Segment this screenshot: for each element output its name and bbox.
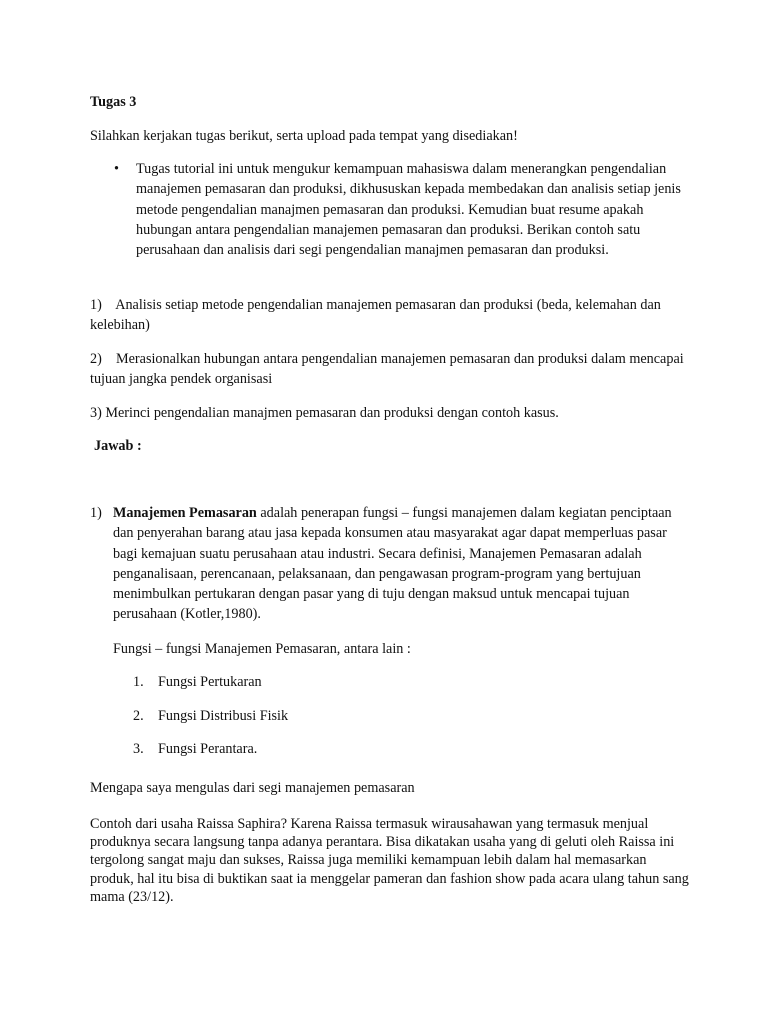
answer-1-term: Manajemen Pemasaran [113,505,257,521]
question-3: 3) Merinci pengendalian manajmen pemasaran dan produksi dengan contoh kasus. [90,405,559,421]
list-item-number: 3. [133,741,144,757]
example-paragraph: Contoh dari usaha Raissa Saphira? Karena Raissa termasuk wirausahawan yang termasuk menjual produknya secara langsung tanpa adanya perantara. Bisa dikatakan usaha yang di geluti oleh Raissa ini tergolong sangat maju dan sukses, Raissa juga memiliki kemampuan lebih dalam hal memasarkan produk, hal itu bisa di buktikan saat ia menggelar pameran dan fashion show pada acara ulang tahun sang mama (23/12). [90,816,689,905]
list-item-label: Fungsi Perantara. [158,741,258,757]
intro-paragraph: Silahkan kerjakan tugas berikut, serta upload pada tempat yang disediakan! [90,128,518,144]
document-title: Tugas 3 [90,94,137,110]
bullet-symbol: • [114,161,119,177]
list-item-number: 1. [133,674,144,690]
bullet-text: Tugas tutorial ini untuk mengukur kemampuan mahasiswa dalam menerangkan pengendalian manajemen pemasaran dan produksi, dikhususkan kepada membedakan dan analisis setiap jenis metode pengendalian manajmen pemasaran dan produksi. Kemudian buat resume apakah hubungan antara pengendalian manajemen pemasaran dan produksi. Berikan contoh satu perusahaan dan analisis dari segi pengendalian manajmen pemasaran dan produksi. [136,161,681,259]
list-item [133,706,289,726]
answer-1-number: 1) [90,505,102,521]
list-item-number: 2. [133,708,144,724]
bullet-item [114,159,696,260]
list-item [133,739,258,759]
answer-1 [90,503,683,625]
list-item-label: Fungsi Distribusi Fisik [158,708,289,724]
list-item-label: Fungsi Pertukaran [158,674,262,690]
list-item [133,672,262,692]
question-1: 1) Analisis setiap metode pengendalian manajemen pemasaran dan produksi (beda, kelemahan dan kelebihan) [90,297,665,334]
answer-1-text: adalah penerapan fungsi – fungsi manajemen dalam kegiatan penciptaan dan penyerahan barang atau jasa kepada konsumen atau masyarakat agar dapat memperluas pasar bagi kemajuan suatu perusahaan atau industri. Secara definisi, Manajemen Pemasaran adalah penganalisaan, perencanaan, pelaksanaan, dan pengawasan program-program yang bertujuan menimbulkan pertukaran dengan pasar yang di tuju dengan maksud untuk mencapai tujuan perusahaan (Kotler,1980). [113,505,672,623]
question-2: 2) Merasionalkan hubungan antara pengendalian manajemen pemasaran dan produksi dalam mencapai tujuan jangka pendek organisasi [90,351,688,388]
jawab-heading: Jawab : [94,438,142,454]
why-paragraph: Mengapa saya mengulas dari segi manajemen pemasaran [90,780,415,796]
fungsi-intro: Fungsi – fungsi Manajemen Pemasaran, antara lain : [113,641,411,657]
